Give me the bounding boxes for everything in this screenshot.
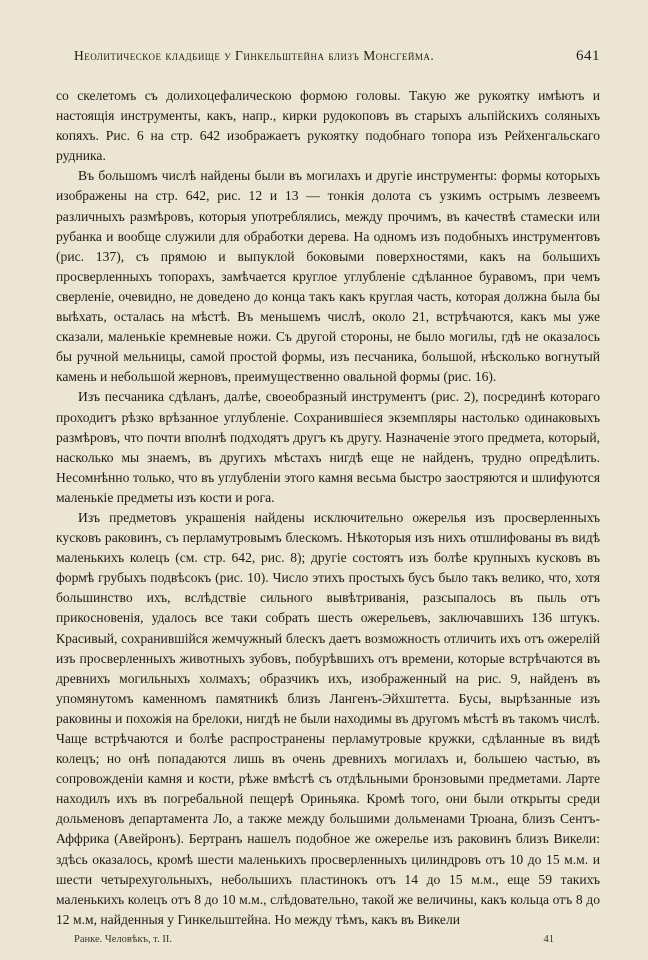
book-page (56, 48, 600, 930)
footer-book-reference: Ранке. Человѣкъ, т. II. (74, 934, 172, 945)
page-number: 641 (576, 48, 600, 64)
page-footer (74, 934, 554, 945)
footer-signature-mark: 41 (543, 934, 554, 945)
running-title: Неолитическое кладбище у Гинкельштейна близъ Монсгейма. (74, 48, 435, 63)
paragraph-2: Въ большомъ числѣ найдены были въ могилахъ и другіе инструменты: формы которыхъ изображены на стр. 642, рис. 12 и 13 — тонкія долота съ узкимъ острымъ лезвеемъ различныхъ размѣровъ, которыя употреблялись, между прочимъ, въ качествѣ стамески или рубанка и вообще служили для обработки дерева. На одномъ изъ подобныхъ инструментовъ (рис. 137), съ прямою и выпуклой боковыми поверхностями, какъ на большихъ просверленныхъ топорахъ, замѣчается круглое углубленіе сдѣланное буравомъ, при чемъ сверленіе, очевидно, не доведено до конца такъ какъ круглая часть, которая должна была бы выѣхать, осталась на мѣстѣ. Въ меньшемъ числѣ, около 21, встрѣчаются, какъ мы уже сказали, маленькіе кремневые ножи. Съ другой стороны, не было могилы, гдѣ не оказалось бы ручной мельницы, самой простой формы, изъ песчаника, большой, нѣсколько вогнутый камень и небольшой жерновъ, преимущественно овальной формы (рис. 16). (56, 168, 600, 385)
paragraph-1: со скелетомъ съ долихоцефалическою формою головы. Такую же рукоятку имѣютъ и настоящія инструменты, какъ, напр., кирки рудокоповъ въ старыхъ альпійскихъ соляныхъ копяхъ. Рис. 6 на стр. 642 изображаетъ рукоятку подобнаго топора изъ Рейхенгальскаго рудника. (56, 88, 600, 164)
running-header (56, 48, 600, 76)
paragraph-4: Изъ предметовъ украшенія найдены исключительно ожерелья изъ просверленныхъ кусковъ раковинъ, съ перламутровымъ блескомъ. Нѣкоторыя изъ нихъ отшлифованы въ видѣ маленькихъ колецъ (см. стр. 642, рис. 8); другіе состоятъ изъ болѣе крупныхъ кусковъ въ формѣ грубыхъ подвѣсокъ (рис. 10). Число этихъ простыхъ бусъ было такъ велико, что, хотя большинство ихъ, вслѣдствіе сильного вывѣтриванія, разсыпалось въ пыль отъ прикосновенія, удалось все таки собрать шесть ожерельевъ, заключавшихъ 136 штукъ. Красивый, сохранившійся жемчужный блескъ даетъ возможность отличить ихъ отъ ожерелій изъ просверленныхъ животныхъ зубовъ, побурѣвшихъ отъ времени, которые встрѣчаются въ древнихъ могильныхъ холмахъ; образчикъ ихъ, изображенный на рис. 9, найденъ въ упомянутомъ каменномъ памятникѣ близъ Лангенъ-Эйхштетта. Бусы, вырѣзанные изъ раковины и похожія на брелоки, нигдѣ не были находимы въ другомъ мѣстѣ въ такомъ числѣ. Чаще встрѣчаются и болѣе распространены перламутровые кружки, сдѣланные въ видѣ колецъ; но онѣ попадаются лишь въ очень древнихъ могилахъ и, большею частью, въ сопровожденіи камня и кости, рѣже вмѣстѣ съ отдѣльными бронзовыми предметами. Ларте находилъ ихъ въ погребальной пещерѣ Ориньяка. Кромѣ того, они были открыты среди дольменовъ департамента Ло, а также между большими дольменами Трюана, близъ Сентъ-Аффрика (Авейронъ). Бертранъ нашелъ подобное же ожерелье изъ раковинъ близъ Викели: здѣсь оказалось, кромѣ шести маленькихъ просверленныхъ цилиндровъ отъ 10 до 15 м.м. и шести четырехугольныхъ, небольшихъ пластинокъ отъ 14 до 15 м.м., еще 59 такихъ маленькихъ колецъ отъ 8 до 10 м.м., слѣдовательно, такой же величины, какъ кольца отъ 8 до 12 м.м, найденныя у Гинкельштейна. Но между тѣмъ, какъ въ Викели (56, 509, 600, 927)
paragraph-3: Изъ песчаника сдѣланъ, далѣе, своеобразный инструментъ (рис. 2), посрединѣ котораго проходитъ рѣзко врѣзанное углубленіе. Сохранившіеся экземпляры настолько одинаковыхъ размѣровъ, что почти вполнѣ подходятъ другъ къ другу. Назначеніе этого предмета, который, насколько мы знаемъ, въ другихъ мѣстахъ нигдѣ еще не найденъ, трудно опредѣлить. Несомнѣнно только, что въ углубленіи этого камня весьма быстро заостряются и шлифуются маленькіе предметы изъ кости и рога. (56, 389, 600, 505)
body-text (56, 86, 600, 930)
